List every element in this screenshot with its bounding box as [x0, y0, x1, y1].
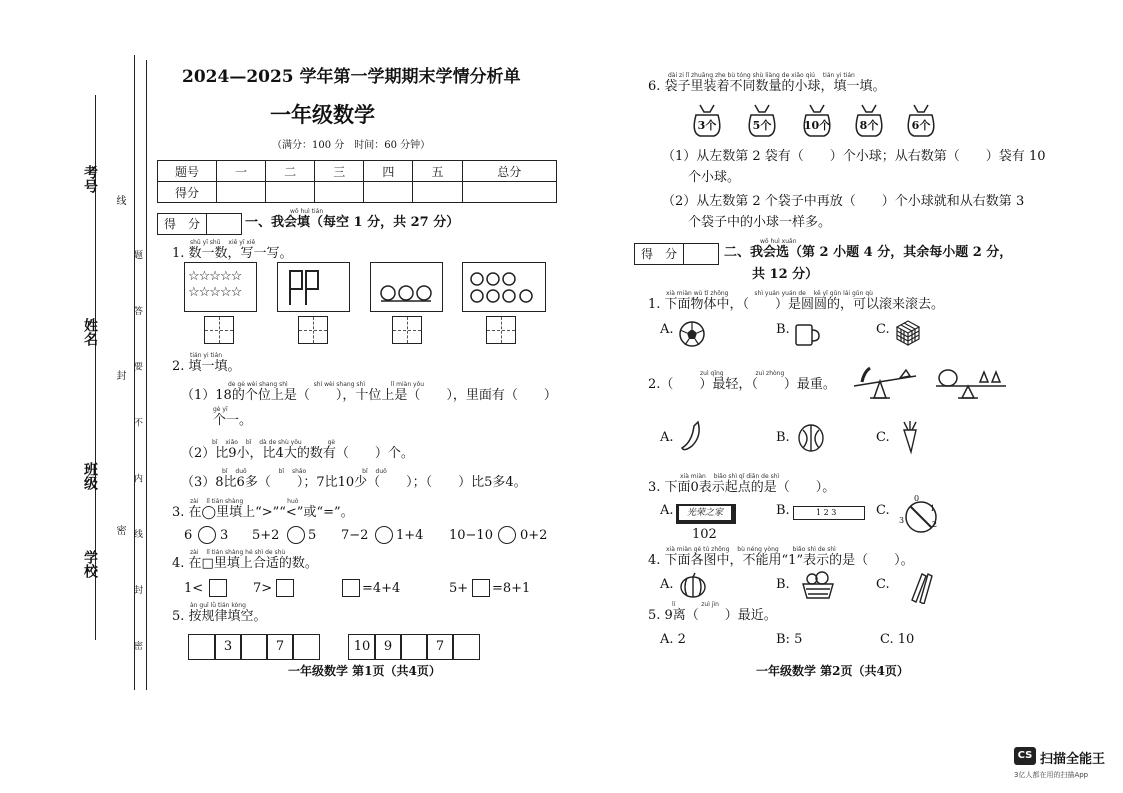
pinyin: gè yī [213, 406, 228, 413]
section1-title: 一、我会填（每空 1 分，共 27 分） [245, 215, 460, 230]
fruit-basket-icon [800, 568, 836, 602]
c1-text: 1. 下面物体中，（ ）是圆圆的，可以滚来滚去。 [648, 297, 945, 312]
option-label[interactable]: C. [876, 577, 890, 592]
fill-expression: 7> [253, 581, 273, 596]
q2-line1: （1）18的个位上是（ ），十位上是（ ），里面有（ ） [181, 388, 557, 403]
q4-text: 4. 在□里填上合适的数。 [172, 556, 318, 571]
bag-count: 6个 [911, 119, 931, 132]
pinyin: bǐ duō bǐ shǎo bǐ duō [222, 468, 387, 475]
score-table [157, 160, 557, 203]
q6-line1: （1）从左数第 2 袋有（ ）个小球；从右数第（ ）袋有 10 [662, 149, 1046, 164]
section2-title: 二、我会选（第 2 小题 4 分，其余每小题 2 分， [724, 245, 1013, 260]
q6-text: 6. 袋子里装着不同数量的小球，填一填。 [648, 79, 886, 94]
section1-score-box [157, 213, 242, 235]
option-label[interactable]: C. [876, 430, 890, 445]
pinyin: wǒ huì tián [290, 208, 324, 215]
q6-line1b: 个小球。 [688, 170, 741, 185]
binding-line-inner [146, 60, 147, 690]
cs-logo-icon: CS [1014, 747, 1036, 765]
pinyin: shǔ yī shǔ xiě yī xiě [190, 239, 256, 246]
compare-circle[interactable] [287, 526, 305, 544]
watermark-name: 扫描全能王 [1040, 752, 1106, 767]
defen-label: 得 分 [635, 244, 684, 264]
pencils-icon [904, 568, 936, 604]
seal-line-xian: 线 [114, 195, 125, 205]
pumpkin-icon [678, 570, 708, 600]
pinyin: tián yi tián [190, 352, 223, 359]
score-cell[interactable] [315, 182, 364, 203]
compare-value: 7−2 [341, 528, 369, 543]
flag-icons [278, 263, 349, 311]
compare-circle[interactable] [198, 526, 216, 544]
subject-title: 一年级数学 [270, 102, 375, 127]
q2-line3: （3）8比6多（ ）；7比10少（ ）；（ ）比5多4。 [181, 475, 527, 490]
q2-line1b: 个一。 [213, 413, 253, 428]
picture-box-flags [277, 262, 350, 312]
ruler-ticks: 1 2 3 [816, 508, 837, 517]
sequence-cell[interactable] [240, 634, 268, 660]
pinyin: lí zuì jìn [672, 601, 719, 608]
q6-line2b: 个袋子中的小球一样多。 [688, 215, 832, 230]
compare-circle[interactable] [375, 526, 393, 544]
compare-value: 3 [220, 528, 229, 543]
compare-value: 10−10 [449, 528, 493, 543]
compare-value: 5+2 [252, 528, 280, 543]
section1-score-blank[interactable] [207, 214, 241, 234]
chili-pepper-icon [678, 418, 706, 452]
sequence-cell[interactable] [400, 634, 428, 660]
dial-number: 2 [932, 520, 938, 529]
section2-title-cont: 共 12 分） [752, 267, 819, 282]
circle-icons [463, 263, 545, 311]
score-header: 五 [413, 161, 462, 182]
c2-text: 2.（ ）最轻，（ ）最重。 [648, 377, 836, 392]
answer-box[interactable] [298, 316, 328, 344]
bag-count: 5个 [752, 119, 772, 132]
pinyin: xià miàn biǎo shì qǐ diǎn de shì [680, 473, 780, 480]
fill-expression: 5+ [449, 581, 469, 596]
bag-icon [852, 103, 886, 137]
picture-box-stars [184, 262, 257, 312]
fill-square[interactable] [209, 579, 227, 597]
bag-icon [800, 103, 834, 137]
sequence-cell[interactable] [292, 634, 320, 660]
q1-text: 1. 数一数，写一写。 [172, 246, 293, 261]
option-label[interactable]: C. [876, 322, 890, 337]
fill-square[interactable] [342, 579, 360, 597]
sequence-cell: 3 [214, 634, 242, 660]
answer-box[interactable] [392, 316, 422, 344]
balance-scale-icon [932, 364, 1010, 408]
exam-number-label: 考号 [82, 165, 98, 193]
page2-footer: 一年级数学 第2页（共4页） [756, 664, 909, 678]
q3-text: 3. 在◯里填上“>”“<”或“=”。 [172, 505, 354, 520]
compare-value: 5 [308, 528, 317, 543]
bag-count: 8个 [859, 119, 879, 132]
q2-text: 2. 填一填。 [172, 359, 241, 374]
soccer-ball-icon [678, 320, 706, 348]
sequence-cell[interactable] [188, 634, 216, 660]
seal-line-feng: 封 [114, 370, 125, 380]
sequence-cell: 9 [374, 634, 402, 660]
sequence-cell: 7 [266, 634, 294, 660]
section2-score-blank[interactable] [684, 244, 718, 264]
option-label[interactable]: B. [776, 322, 790, 337]
dial-number: 1 [930, 504, 936, 513]
compare-value: 6 [184, 528, 193, 543]
score-cell[interactable] [462, 182, 556, 203]
sequence-cell: 10 [348, 634, 376, 660]
bag-count: 3个 [697, 119, 717, 132]
name-label: 姓名 [82, 318, 98, 346]
option-label[interactable]: A. [660, 503, 674, 518]
fill-expression: =4+4 [362, 581, 401, 596]
c3-text: 3. 下面0表示起点的是（ ）。 [648, 480, 836, 495]
section2-score-box [634, 243, 719, 265]
seal-line-mi: 密 [114, 525, 125, 535]
picture-box-circles [462, 262, 546, 312]
sequence-cell: 7 [426, 634, 454, 660]
bag-icon [904, 103, 938, 137]
school-label: 学校 [82, 550, 98, 578]
bag-icon [745, 103, 779, 137]
sequence-cell[interactable] [452, 634, 480, 660]
compare-circle[interactable] [498, 526, 516, 544]
cup-icon [793, 322, 821, 348]
pinyin: bǐ xiǎo bǐ dà de shù yǒu gè [212, 439, 336, 446]
exam-title: 2024—2025 学年第一学期期末学情分析单 [182, 67, 521, 87]
ruler-icon [793, 506, 865, 520]
compare-value: 1+4 [396, 528, 424, 543]
pinyin: zài lǐ tián shàng huò [190, 498, 299, 505]
option-label[interactable]: B: 5 [776, 632, 803, 647]
q6-line2: （2）从左数第 2 个袋子中再放（ ）个小球就和从右数第 3 [662, 194, 1025, 209]
score-row-label: 得分 [158, 182, 217, 203]
option-label[interactable]: A. [660, 430, 674, 445]
score-header: 总分 [462, 161, 556, 182]
pinyin: de gè wèi shang shì shí wèi shang shì lǐ miàn yǒu [228, 381, 425, 388]
pinyin: zài lǐ tián shàng hé shì de shù [190, 549, 286, 556]
option-label[interactable]: B. [776, 577, 790, 592]
class-label: 班级 [82, 462, 98, 490]
score-info: （满分：100 分 时间：60 分钟） [272, 140, 431, 151]
option-label[interactable]: B. [776, 430, 790, 445]
fill-square[interactable] [472, 579, 490, 597]
score-header: 三 [315, 161, 364, 182]
house-sign-text: 光荣之家 [679, 506, 731, 520]
option-label[interactable]: A. [660, 577, 674, 592]
q5-text: 5. 按规律填空。 [172, 609, 267, 624]
pinyin: xià miàn gè tú zhōng bù néng yòng biǎo shì de shì [666, 546, 836, 553]
house-sign [676, 504, 736, 524]
option-label[interactable]: C. 10 [880, 632, 915, 647]
score-cell[interactable] [266, 182, 315, 203]
peach-icons [371, 263, 442, 311]
option-label[interactable]: A. 2 [660, 632, 686, 647]
rubiks-cube-icon [894, 318, 922, 346]
score-cell[interactable] [413, 182, 462, 203]
fill-square[interactable] [276, 579, 294, 597]
c5-text: 5. 9离（ ）最近。 [648, 608, 777, 623]
score-header: 题号 [158, 161, 217, 182]
pinyin: zuì qīng zuì zhòng [700, 370, 785, 377]
score-header: 四 [364, 161, 413, 182]
answer-box[interactable] [486, 316, 516, 344]
q2-line2: （2）比9小，比4大的数有（ ）个。 [181, 446, 414, 461]
fill-expression: =8+1 [492, 581, 531, 596]
star-icons: ☆☆☆☆☆ ☆☆☆☆☆ [188, 269, 242, 300]
pinyin: xià miàn wù tǐ zhōng shì yuán yuán de kě yǐ gǔn lái gǔn qù [666, 290, 873, 297]
do-not-answer-notice: 题 答 要 不 内 线 封 密 [132, 250, 142, 673]
option-label[interactable]: B. [776, 503, 790, 518]
answer-box[interactable] [204, 316, 234, 344]
score-cell[interactable] [364, 182, 413, 203]
dial-number: 0 [914, 494, 920, 503]
score-header: 一 [217, 161, 266, 182]
dial-number: 3 [899, 516, 905, 525]
bag-icon [690, 103, 724, 137]
page1-footer: 一年级数学 第1页（共4页） [288, 664, 441, 678]
balance-scale-icon [850, 364, 920, 408]
defen-label: 得 分 [158, 214, 207, 234]
score-header: 二 [266, 161, 315, 182]
option-label[interactable]: A. [660, 322, 674, 337]
score-cell[interactable] [217, 182, 266, 203]
pinyin: wǒ huì xuǎn [760, 238, 797, 245]
house-number: 102 [692, 527, 717, 542]
carrot-icon [896, 418, 924, 456]
watermark-sub: 3亿人都在用的扫描App [1014, 771, 1089, 779]
bag-count: 10个 [803, 119, 831, 132]
option-label[interactable]: C. [876, 503, 890, 518]
picture-box-peaches [370, 262, 443, 312]
c4-text: 4. 下面各图中，不能用“1”表示的是（ ）。 [648, 553, 914, 568]
cabbage-icon [795, 420, 827, 454]
pinyin: àn guī lǜ tián kòng [190, 602, 246, 609]
pinyin: dài zi lǐ zhuāng zhe bù tóng shù liàng de xiǎo qiú tián yi tián [668, 72, 855, 79]
fill-expression: 1< [184, 581, 204, 596]
compare-value: 0+2 [520, 528, 548, 543]
